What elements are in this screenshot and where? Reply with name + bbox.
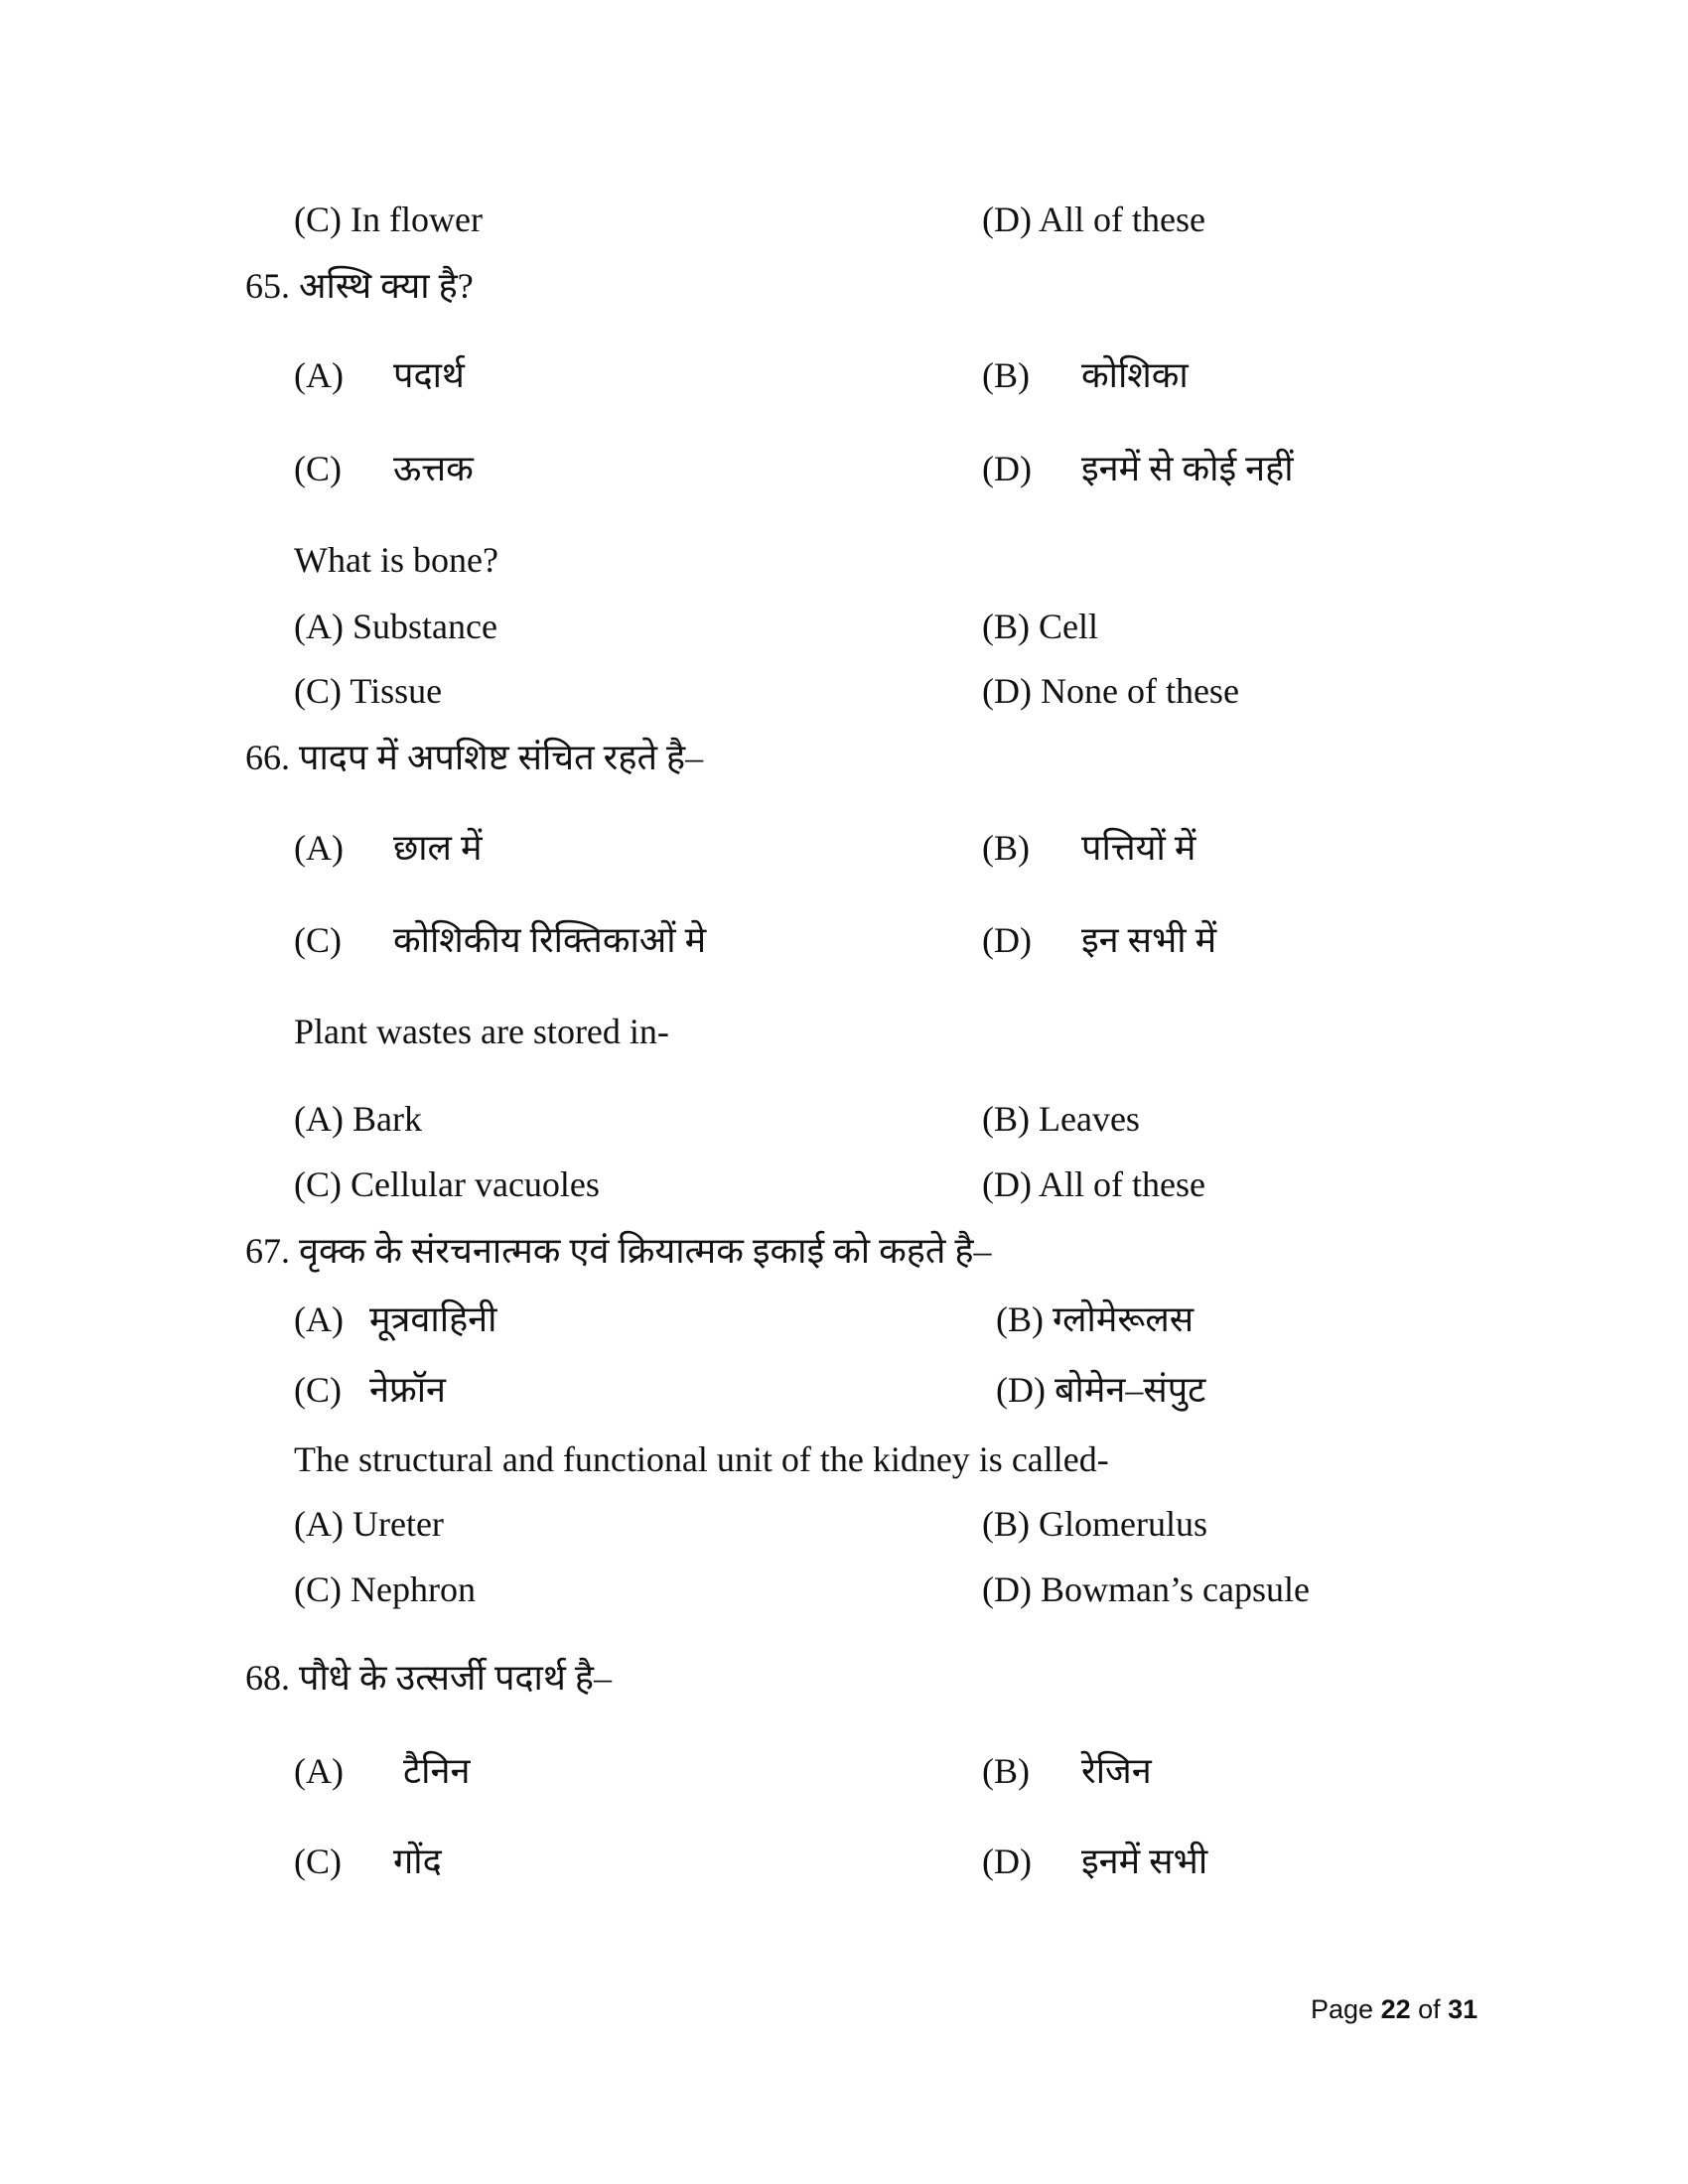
option-label: (D) [996, 1370, 1046, 1410]
question-number: 67. [245, 1231, 290, 1271]
option-label: (B) [982, 355, 1030, 395]
total-pages: 31 [1448, 1994, 1478, 2024]
option-b [982, 1096, 1140, 1142]
option-label: (D) [982, 1842, 1032, 1881]
option-label: (A) [294, 1751, 344, 1791]
option-b [982, 604, 1098, 649]
question-number: 65. [245, 266, 290, 306]
question-66-english: Plant wastes are stored in- [294, 1012, 669, 1051]
option-text: Substance [352, 607, 497, 646]
question-66-hindi [245, 735, 703, 780]
option-text: बोमेन–संपुट [1054, 1370, 1206, 1410]
question-68-hindi [245, 1655, 612, 1701]
option-label: (A) [294, 607, 344, 646]
option-label: (D) [982, 449, 1032, 488]
question-number: 66. [245, 738, 290, 777]
option-text: छाल में [393, 828, 483, 868]
option-text: कोशिकीय रिक्तिकाओं मे [393, 920, 707, 960]
option-d [982, 1839, 1207, 1884]
option-a [294, 1501, 444, 1547]
option-b [982, 825, 1196, 871]
option-a [294, 352, 465, 398]
option-label: (D) [982, 1570, 1032, 1609]
option-text: Cell [1039, 607, 1098, 646]
option-text: पत्तियों में [1081, 828, 1196, 868]
option-text: Glomerulus [1039, 1504, 1207, 1544]
option-text: ग्लोमेरूलस [1053, 1299, 1195, 1339]
option-text: None of these [1040, 671, 1239, 711]
option-label: (C) [294, 1842, 342, 1881]
option-text: Cellular vacuoles [351, 1164, 600, 1204]
option-text: कोशिका [1081, 355, 1189, 395]
option-text: Bark [352, 1099, 422, 1139]
page-number [1311, 1989, 1477, 2029]
option-text: पदार्थ [393, 355, 465, 395]
option-label: (C) [294, 200, 342, 239]
option-label: (D) [982, 671, 1032, 711]
option-label: (A) [294, 1299, 344, 1339]
option-c [294, 1567, 476, 1612]
option-c [294, 1839, 442, 1884]
option-text: Leaves [1039, 1099, 1140, 1139]
option-label: (C) [294, 1370, 342, 1410]
question-text: वृक्क के संरचनात्मक एवं क्रियात्मक इकाई को कहते है– [299, 1231, 992, 1271]
option-text: रेजिन [1081, 1751, 1152, 1791]
option-label: (A) [294, 355, 344, 395]
option-label: (B) [996, 1299, 1044, 1339]
option-d [982, 917, 1216, 963]
option-label: (D) [982, 920, 1032, 960]
option-b [982, 352, 1189, 398]
option-text: टैनिन [403, 1751, 471, 1791]
option-text: All of these [1039, 1164, 1205, 1204]
question-number: 68. [245, 1658, 290, 1698]
option-label: (D) [982, 200, 1032, 239]
option-c [294, 197, 483, 242]
page-separator: of [1410, 1994, 1449, 2024]
option-a [294, 825, 483, 871]
option-a [294, 1748, 470, 1794]
question-65-hindi [245, 263, 474, 309]
question-67-english: The structural and functional unit of the kidney is called- [294, 1439, 1109, 1479]
option-label: (C) [294, 449, 342, 488]
option-label: (A) [294, 1504, 344, 1544]
option-b [982, 1748, 1152, 1794]
option-label: (A) [294, 1099, 344, 1139]
option-text: In flower [351, 200, 483, 239]
option-text: All of these [1039, 200, 1205, 239]
option-label: (B) [982, 1099, 1030, 1139]
option-label: (C) [294, 671, 342, 711]
option-text: इनमें सभी [1081, 1842, 1208, 1881]
option-text: Ureter [352, 1504, 444, 1544]
option-label: (B) [982, 1504, 1030, 1544]
option-text: मूत्रवाहिनी [369, 1299, 497, 1339]
option-c [294, 1161, 600, 1207]
current-page: 22 [1380, 1994, 1411, 2024]
option-label: (A) [294, 828, 344, 868]
option-text: इन सभी में [1081, 920, 1217, 960]
page-prefix: Page [1311, 1994, 1381, 2024]
option-label: (B) [982, 828, 1030, 868]
question-text: पादप में अपशिष्ट संचित रहते है– [299, 738, 704, 777]
option-a [294, 1096, 422, 1142]
option-label: (C) [294, 920, 342, 960]
option-label: (C) [294, 1164, 342, 1204]
question-67-hindi [245, 1228, 992, 1274]
question-text: अस्थि क्या है? [299, 266, 474, 306]
option-b [996, 1297, 1194, 1342]
option-text: Bowman’s capsule [1040, 1570, 1310, 1609]
option-text: ऊत्तक [393, 449, 474, 488]
option-text: Nephron [351, 1570, 476, 1609]
option-text: नेफ्रॉन [369, 1370, 447, 1410]
option-label: (C) [294, 1570, 342, 1609]
option-d [982, 197, 1205, 242]
option-label: (B) [982, 1751, 1030, 1791]
option-text: इनमें से कोई नहीं [1081, 449, 1294, 488]
option-d [982, 668, 1239, 714]
option-d [996, 1367, 1205, 1413]
option-a [294, 1297, 496, 1342]
option-c [294, 917, 706, 963]
option-d [982, 446, 1294, 491]
question-65-english: What is bone? [294, 540, 498, 580]
option-label: (D) [982, 1164, 1032, 1204]
option-d [982, 1567, 1310, 1612]
option-c [294, 446, 474, 491]
option-b [982, 1501, 1207, 1547]
option-c [294, 1367, 446, 1413]
option-a [294, 604, 497, 649]
option-label: (B) [982, 607, 1030, 646]
option-c [294, 668, 442, 714]
question-text: पौधे के उत्सर्जी पदार्थ है– [299, 1658, 612, 1698]
option-d [982, 1161, 1205, 1207]
option-text: गोंद [393, 1842, 442, 1881]
option-text: Tissue [350, 671, 443, 711]
